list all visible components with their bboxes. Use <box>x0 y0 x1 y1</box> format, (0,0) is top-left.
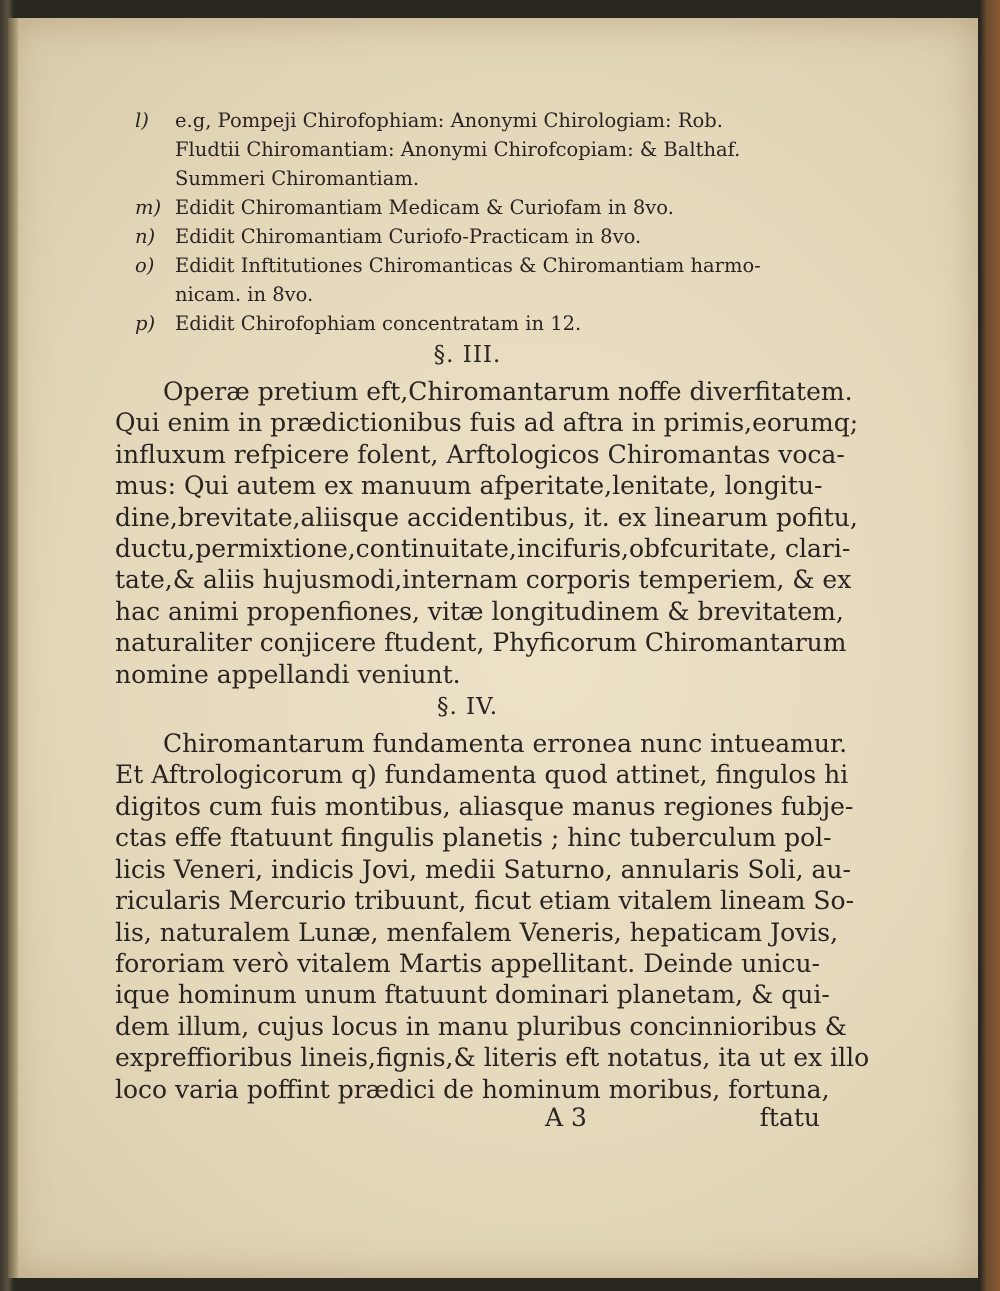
footnote-mark: n) <box>135 225 156 248</box>
section-4-heading: §. IV. <box>436 694 499 721</box>
footnote-line: nicam. in 8vo. <box>175 283 314 306</box>
footnote-l <box>115 106 820 193</box>
footnote-line: Edidit Inftitutiones Chiromanticas & Chiromantiam harmo- <box>175 254 761 277</box>
text-line: digitos cum fuis montibus, aliasque manus regiones fubje- <box>115 791 854 821</box>
text-line: ctas effe ftatuunt fingulis planetis ; hinc tuberculum pol- <box>115 823 832 853</box>
footnote-line: Fludtii Chiromantiam: Anonymi Chirofcopiam: & Balthaf. <box>175 138 741 161</box>
text-line: Qui enim in prædictionibus fuis ad aftra in primis,eorumq; <box>115 408 859 438</box>
text-line: ductu,permixtione,continuitate,incifuris,obfcuritate, clari- <box>115 534 851 564</box>
text-line: hac animi propenfiones, vitæ longitudinem & brevitatem, <box>115 596 844 626</box>
text-line: lis, naturalem Lunæ, menfalem Veneris, hepaticam Jovis, <box>115 917 839 947</box>
section-4-paragraph <box>115 728 870 1105</box>
section-3-paragraph <box>115 376 859 690</box>
footnote-m <box>115 193 820 222</box>
text-line: Et Aftrologicorum q) fundamenta quod attinet, fingulos hi <box>115 760 849 790</box>
text-line: dem illum, cujus locus in manu pluribus concinnioribus & <box>115 1011 848 1041</box>
text-line: naturaliter conjicere ftudent, Phyficorum Chiromantarum <box>115 628 847 658</box>
text-line: tate,& aliis hujusmodi,internam corporis temperiem, & ex <box>115 565 852 595</box>
footnote-n <box>115 222 820 251</box>
footnote-mark: l) <box>135 109 149 132</box>
footnote-mark: p) <box>135 312 156 335</box>
footnote-o <box>115 251 820 309</box>
footnote-mark: o) <box>135 254 155 277</box>
footnote-line: Summeri Chiromantiam. <box>175 167 420 190</box>
text-line: ique hominum unum ftatuunt dominari planetam, & qui- <box>115 980 830 1010</box>
text-line: Chiromantarum fundamenta erronea nunc intueamur. <box>163 729 848 759</box>
book-page <box>8 18 978 1278</box>
text-line: influxum refpicere folent, Arftologicos Chiromantas voca- <box>115 439 845 469</box>
text-line: ricularis Mercurio tribuunt, ficut etiam vitalem lineam So- <box>115 886 855 916</box>
page-text <box>115 106 870 1133</box>
catchword: ftatu <box>759 1102 820 1132</box>
section-3-heading: §. III. <box>433 342 502 368</box>
footnote-p <box>115 309 820 338</box>
text-line: fororiam verò vitalem Martis appellitant. Deinde unicu- <box>115 948 820 978</box>
text-line: Operæ pretium eft,Chiromantarum noffe diverfitatem. <box>163 377 853 406</box>
footnote-mark: m) <box>135 196 162 219</box>
text-line: mus: Qui autem ex manuum afperitate,lenitate, longitu- <box>115 471 823 501</box>
footnote-line: Edidit Chirofophiam concentratam in 12. <box>175 312 582 335</box>
signature-mark: A 3 <box>545 1102 587 1132</box>
page-footer <box>115 1103 820 1133</box>
text-line: licis Veneri, indicis Jovi, medii Saturno, annularis Soli, au- <box>115 854 851 884</box>
text-line: dine,brevitate,aliisque accidentibus, it. ex linearum pofitu, <box>115 502 858 532</box>
footnote-line: Edidit Chiromantiam Curiofo-Practicam in 8vo. <box>175 225 642 248</box>
footnotes <box>115 106 820 338</box>
footnote-line: e.g, Pompeji Chirofophiam: Anonymi Chirologiam: Rob. <box>175 109 723 132</box>
text-line: expreffioribus lineis,fignis,& literis eft notatus, ita ut ex illo <box>115 1043 870 1073</box>
footnote-line: Edidit Chiromantiam Medicam & Curiofam in 8vo. <box>175 196 674 219</box>
page-edge <box>8 18 18 1278</box>
text-line: nomine appellandi veniunt. <box>115 659 461 689</box>
text-line: loco varia poffint prædici de hominum moribus, fortuna, <box>115 1074 830 1104</box>
